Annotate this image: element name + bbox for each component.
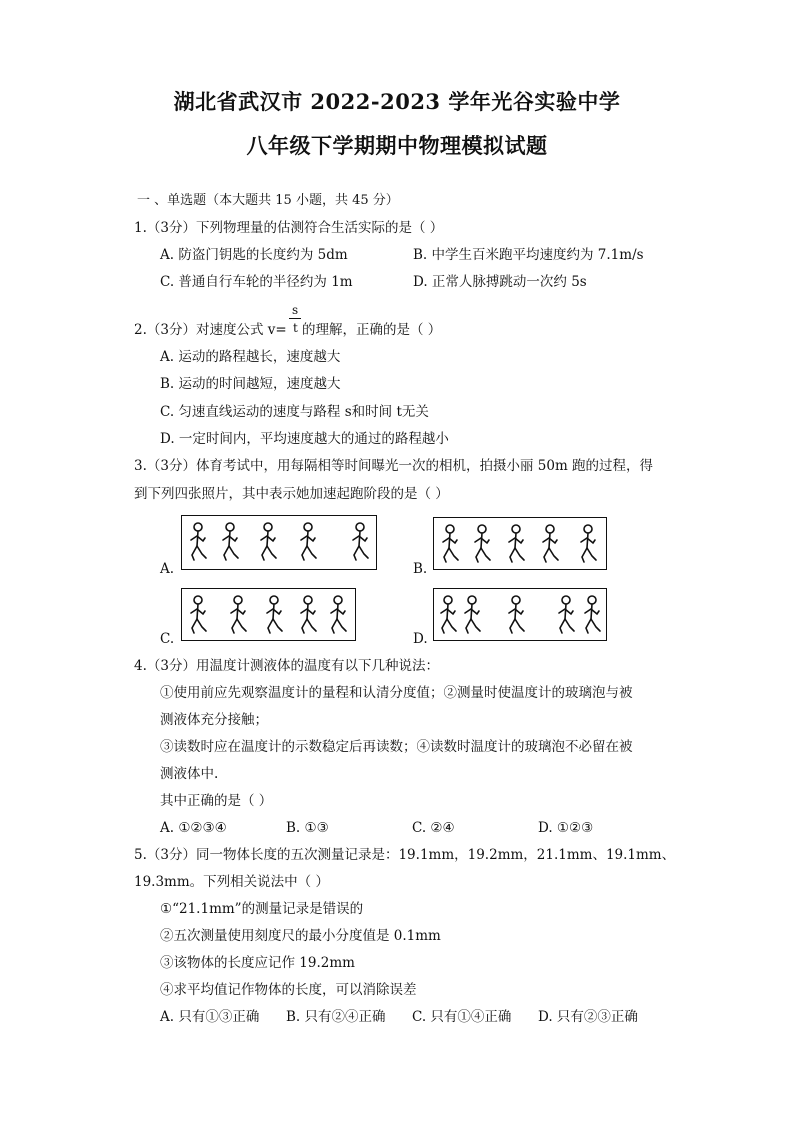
- q2-option-b: B. 运动的时间越短，速度越大: [160, 376, 341, 392]
- q5-statement-4: ④求平均值记作物体的长度，可以消除误差: [160, 982, 417, 998]
- q5-option-a: A. 只有①③正确: [160, 1009, 260, 1025]
- q3-photo-a[interactable]: [181, 515, 377, 570]
- running-figure-icon: [465, 596, 480, 633]
- q3-stem-line-2: 到下列四张照片，其中表示她加速起跑阶段的是（ ）: [134, 486, 449, 502]
- running-figure-icon: [475, 525, 490, 562]
- q1-option-d: D. 正常人脉搏跳动一次约 5s: [413, 274, 587, 290]
- q4-statement-line-1: ①使用前应先观察温度计的量程和认清分度值；②测量时使温度计的玻璃泡与被: [160, 685, 633, 701]
- q3-label-c: C.: [160, 631, 175, 647]
- title-line-1: 湖北省武汉市 2022-2023 学年光谷实验中学: [173, 89, 621, 114]
- running-figure-icon: [223, 523, 238, 560]
- running-figure-icon: [543, 525, 558, 562]
- running-figure-icon: [301, 596, 316, 633]
- q5-statement-2: ②五次测量使用刻度尺的最小分度值是 0.1mm: [160, 928, 441, 944]
- q3-label-d: D.: [413, 631, 428, 647]
- q2-fraction-bar: [289, 318, 301, 319]
- q4-statement-line-3: ③读数时应在温度计的示数稳定后再读数；④读数时温度计的玻璃泡不必留在被: [160, 739, 633, 755]
- running-figures-a: [182, 516, 376, 566]
- q2-option-a: A. 运动的路程越长，速度越大: [160, 349, 341, 365]
- q5-stem-line-2: 19.3mm。下列相关说法中（ ）: [134, 874, 329, 890]
- q5-stem-line-1: 5.（3分）同一物体长度的五次测量记录是：19.1mm，19.2mm，21.1mm、19.1mm、: [134, 847, 676, 863]
- section-header: 一 、单选题（本大题共 15 小题，共 45 分）: [137, 193, 399, 208]
- running-figure-icon: [443, 525, 458, 562]
- q3-photo-c[interactable]: [181, 588, 356, 641]
- running-figures-b: [434, 518, 606, 568]
- q2-option-d: D. 一定时间内，平均速度越大的通过的路程越小: [160, 431, 449, 447]
- q4-question: 其中正确的是（ ）: [160, 793, 273, 809]
- running-figure-icon: [441, 596, 456, 633]
- q5-statement-3: ③该物体的长度应记作 19.2mm: [160, 955, 355, 971]
- q5-statement-1: ①“21.1mm”的测量记录是错误的: [160, 901, 364, 917]
- q4-statement-line-2: 测液体充分接触；: [160, 712, 268, 728]
- title-line-2: 八年级下学期期中物理模拟试题: [246, 133, 548, 158]
- q2-fraction-numerator: s: [292, 303, 299, 317]
- q4-option-b: B. ①③: [286, 820, 329, 836]
- q5-option-d: D. 只有②③正确: [538, 1009, 638, 1025]
- q4-option-a: A. ①②③④: [160, 820, 227, 836]
- q4-option-d: D. ①②③: [538, 820, 594, 836]
- q5-option-c: C. 只有①④正确: [412, 1009, 512, 1025]
- running-figure-icon: [331, 596, 346, 633]
- running-figure-icon: [353, 523, 368, 560]
- running-figure-icon: [509, 596, 524, 633]
- q3-label-b: B.: [413, 561, 428, 577]
- q1-stem: 1.（3分）下列物理量的估测符合生活实际的是（ ）: [134, 220, 444, 236]
- q2-stem-before: 2.（3分）对速度公式 v=: [134, 322, 287, 338]
- running-figure-icon: [559, 596, 574, 633]
- q2-stem-after: 的理解，正确的是（ ）: [302, 322, 442, 338]
- q3-photo-d[interactable]: [433, 588, 607, 641]
- running-figure-icon: [581, 525, 596, 562]
- q4-option-c: C. ②④: [412, 820, 455, 836]
- q1-option-b: B. 中学生百米跑平均速度约为 7.1m/s: [413, 247, 644, 263]
- running-figure-icon: [509, 525, 524, 562]
- q1-option-a: A. 防盗门钥匙的长度约为 5dm: [160, 247, 348, 263]
- q3-label-a: A.: [160, 561, 175, 577]
- running-figures-d: [434, 589, 606, 639]
- q2-option-c: C. 匀速直线运动的速度与路程 s和时间 t无关: [160, 404, 429, 420]
- running-figure-icon: [585, 596, 600, 633]
- q1-option-c: C. 普通自行车轮的半径约为 1m: [160, 274, 353, 290]
- q4-stem: 4.（3分）用温度计测液体的温度有以下几种说法：: [134, 658, 439, 674]
- running-figure-icon: [301, 523, 316, 560]
- running-figure-icon: [191, 596, 206, 633]
- running-figure-icon: [267, 596, 282, 633]
- q4-statement-line-4: 测液体中.: [160, 766, 219, 782]
- q3-stem-line-1: 3.（3分）体育考试中，用每隔相等时间曝光一次的相机，拍摄小丽 50m 跑的过程，得: [134, 458, 654, 474]
- q3-photo-b[interactable]: [433, 517, 607, 570]
- q2-fraction-denominator: t: [293, 321, 298, 335]
- running-figure-icon: [261, 523, 276, 560]
- running-figure-icon: [231, 596, 246, 633]
- q5-option-b: B. 只有②④正确: [286, 1009, 386, 1025]
- running-figure-icon: [191, 523, 206, 560]
- running-figures-c: [182, 589, 355, 639]
